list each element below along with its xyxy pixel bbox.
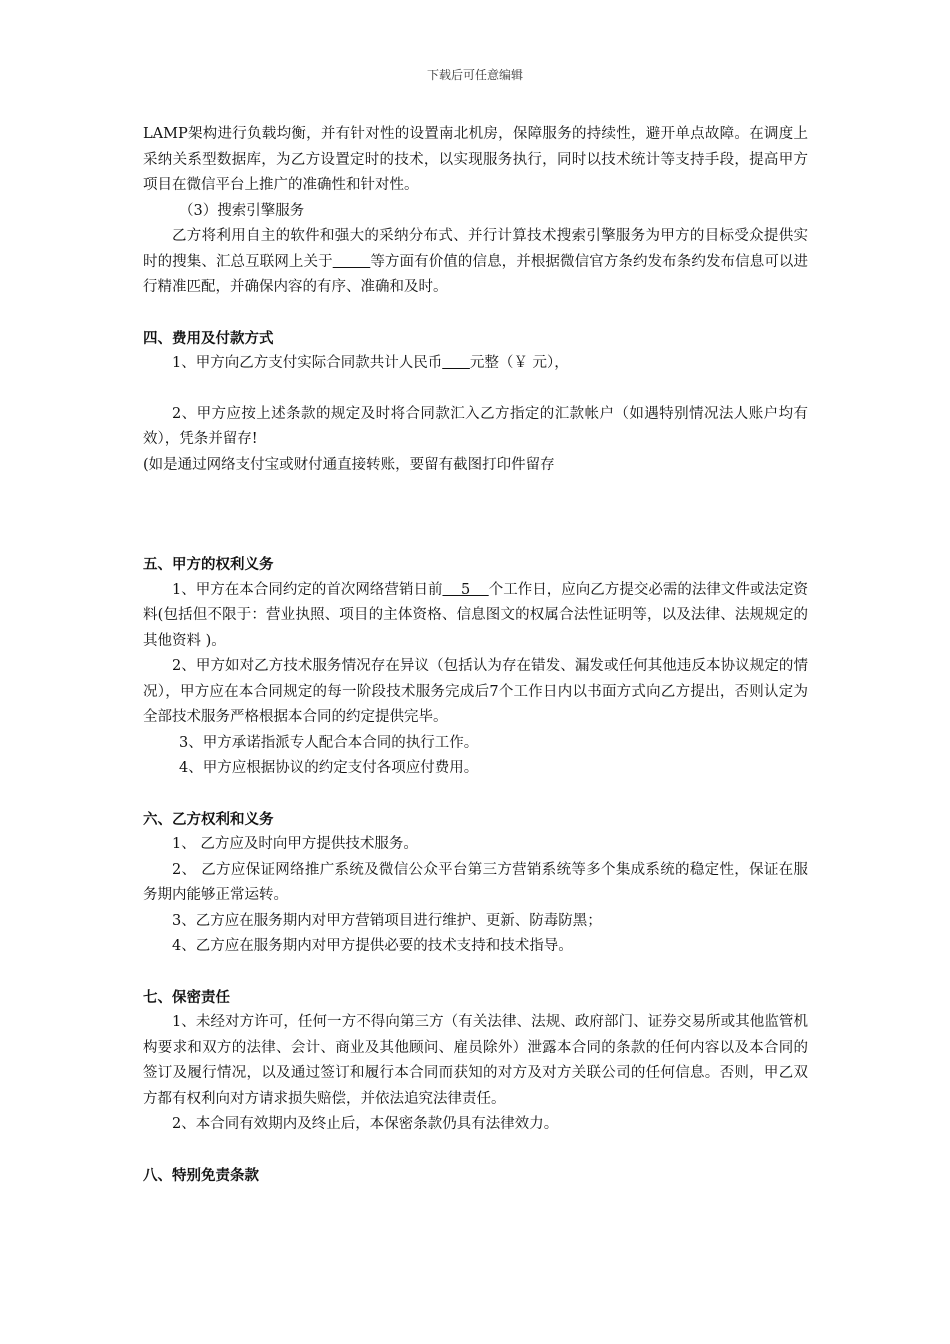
- section-heading-confidentiality: 七、保密责任: [143, 988, 230, 1006]
- subheading-search-engine: （3）搜索引擎服务: [179, 202, 305, 219]
- clause-7-1: 1、未经对方许可，任何一方不得向第三方（有关法律、法规、政府部门、证券交易所或其他监管机构要求和双方的法律、会计、商业及其他顾问、雇员除外）泄露本合同的条款的任何内容以及本合同的签订及履行情况，以及通过签订和履行本合同而获知的对方及对方关联公司的任何信息。否则，甲乙双方都有权利向对方请求损失赔偿，并依法追究法律责任。: [143, 1014, 808, 1107]
- clause-5-1-text: 1、甲方在本合同约定的首次网络营销日前: [172, 581, 443, 598]
- clause-4-note: (如是通过网络支付宝或财付通直接转账，要留有截图打印件留存: [143, 456, 555, 473]
- paragraph-search-engine-part2: 等方面有价值的信息，并根据微信官方条约发布条约发布信息可以进行精准匹配，并确保内容的有序、准确和及时。: [143, 253, 809, 295]
- clause-4-1-amount: 元整（￥ 元），: [469, 355, 569, 371]
- paragraph-lamp: LAMP架构进行负载均衡，并有针对性的设置南北机房，保障服务的持续性，避开单点故障。在调度上采纳关系型数据库，为乙方设置定时的技术，以实现服务执行，同时以技术统计等支持手段，提高甲方项目在微信平台上推广的准确性和针对性。: [143, 126, 808, 193]
- clause-5-4: 4、甲方应根据协议的约定支付各项应付费用。: [179, 760, 479, 776]
- fill-in-blank: [333, 254, 371, 270]
- clause-6-1: 1、 乙方应及时向甲方提供技术服务。: [172, 836, 418, 852]
- blank-space: [143, 478, 808, 552]
- page-header: 下载后可任意编辑: [426, 68, 523, 82]
- paragraph-search-engine-part1: 乙方将利用自主的软件和强大的采纳分布式、并行计算技术搜索引擎服务为甲方的目标受众提供实时的搜集、汇总互联网上关于: [143, 228, 808, 270]
- clause-7-2: 2、本合同有效期内及终止后，本保密条款仍具有法律效力。: [172, 1116, 559, 1132]
- clause-4-2: 2、甲方应按上述条款的规定及时将合同款汇入乙方指定的汇款帐户（如遇特别情况法人账户均有效），凭条并留存!: [143, 405, 808, 447]
- days-blank: 5: [442, 581, 489, 598]
- clause-6-2: 2、 乙方应保证网络推广系统及微信公众平台第三方营销系统等多个集成系统的稳定性，保证在服务期内能够正常运转。: [143, 861, 808, 903]
- clause-5-3: 3、甲方承诺指派专人配合本合同的执行工作。: [179, 734, 479, 751]
- clause-5-2: 2、甲方如对乙方技术服务情况存在异议（包括认为存在错发、漏发或任何其他违反本协议规定的情况），甲方应在本合同规定的每一阶段技术服务完成后7个工作日内以书面方式向乙方提出，否则认定为全部技术服务严格根据本合同的约定提供完毕。: [143, 658, 808, 725]
- section-heading-party-b: 六、乙方权利和义务: [143, 810, 274, 828]
- amount-blank: [442, 355, 470, 371]
- clause-5-1-rest: 个工作日，应向乙方提交必需的法律文件或法定资料(包括但不限于：营业执照、项目的主体资格、信息图文的权属合法性证明等，以及法律、法规规定的其他资料 )。: [143, 581, 808, 649]
- section-heading-exemption: 八、特别免责条款: [143, 1166, 259, 1184]
- document-body: [143, 122, 808, 1188]
- clause-6-3: 3、乙方应在服务期内对甲方营销项目进行维护、更新、防毒防黑；: [172, 912, 602, 929]
- clause-4-1: [143, 351, 808, 377]
- clause-6-4: 4、乙方应在服务期内对甲方提供必要的技术支持和技术指导。: [172, 938, 573, 954]
- section-heading-party-a: 五、甲方的权利义务: [143, 556, 274, 573]
- clause-4-1-text: 1、甲方向乙方支付实际合同款共计人民币: [172, 355, 443, 371]
- paragraph-search-engine: [143, 224, 808, 301]
- clause-5-1: [143, 578, 808, 655]
- section-heading-fees: 四、费用及付款方式: [143, 329, 274, 347]
